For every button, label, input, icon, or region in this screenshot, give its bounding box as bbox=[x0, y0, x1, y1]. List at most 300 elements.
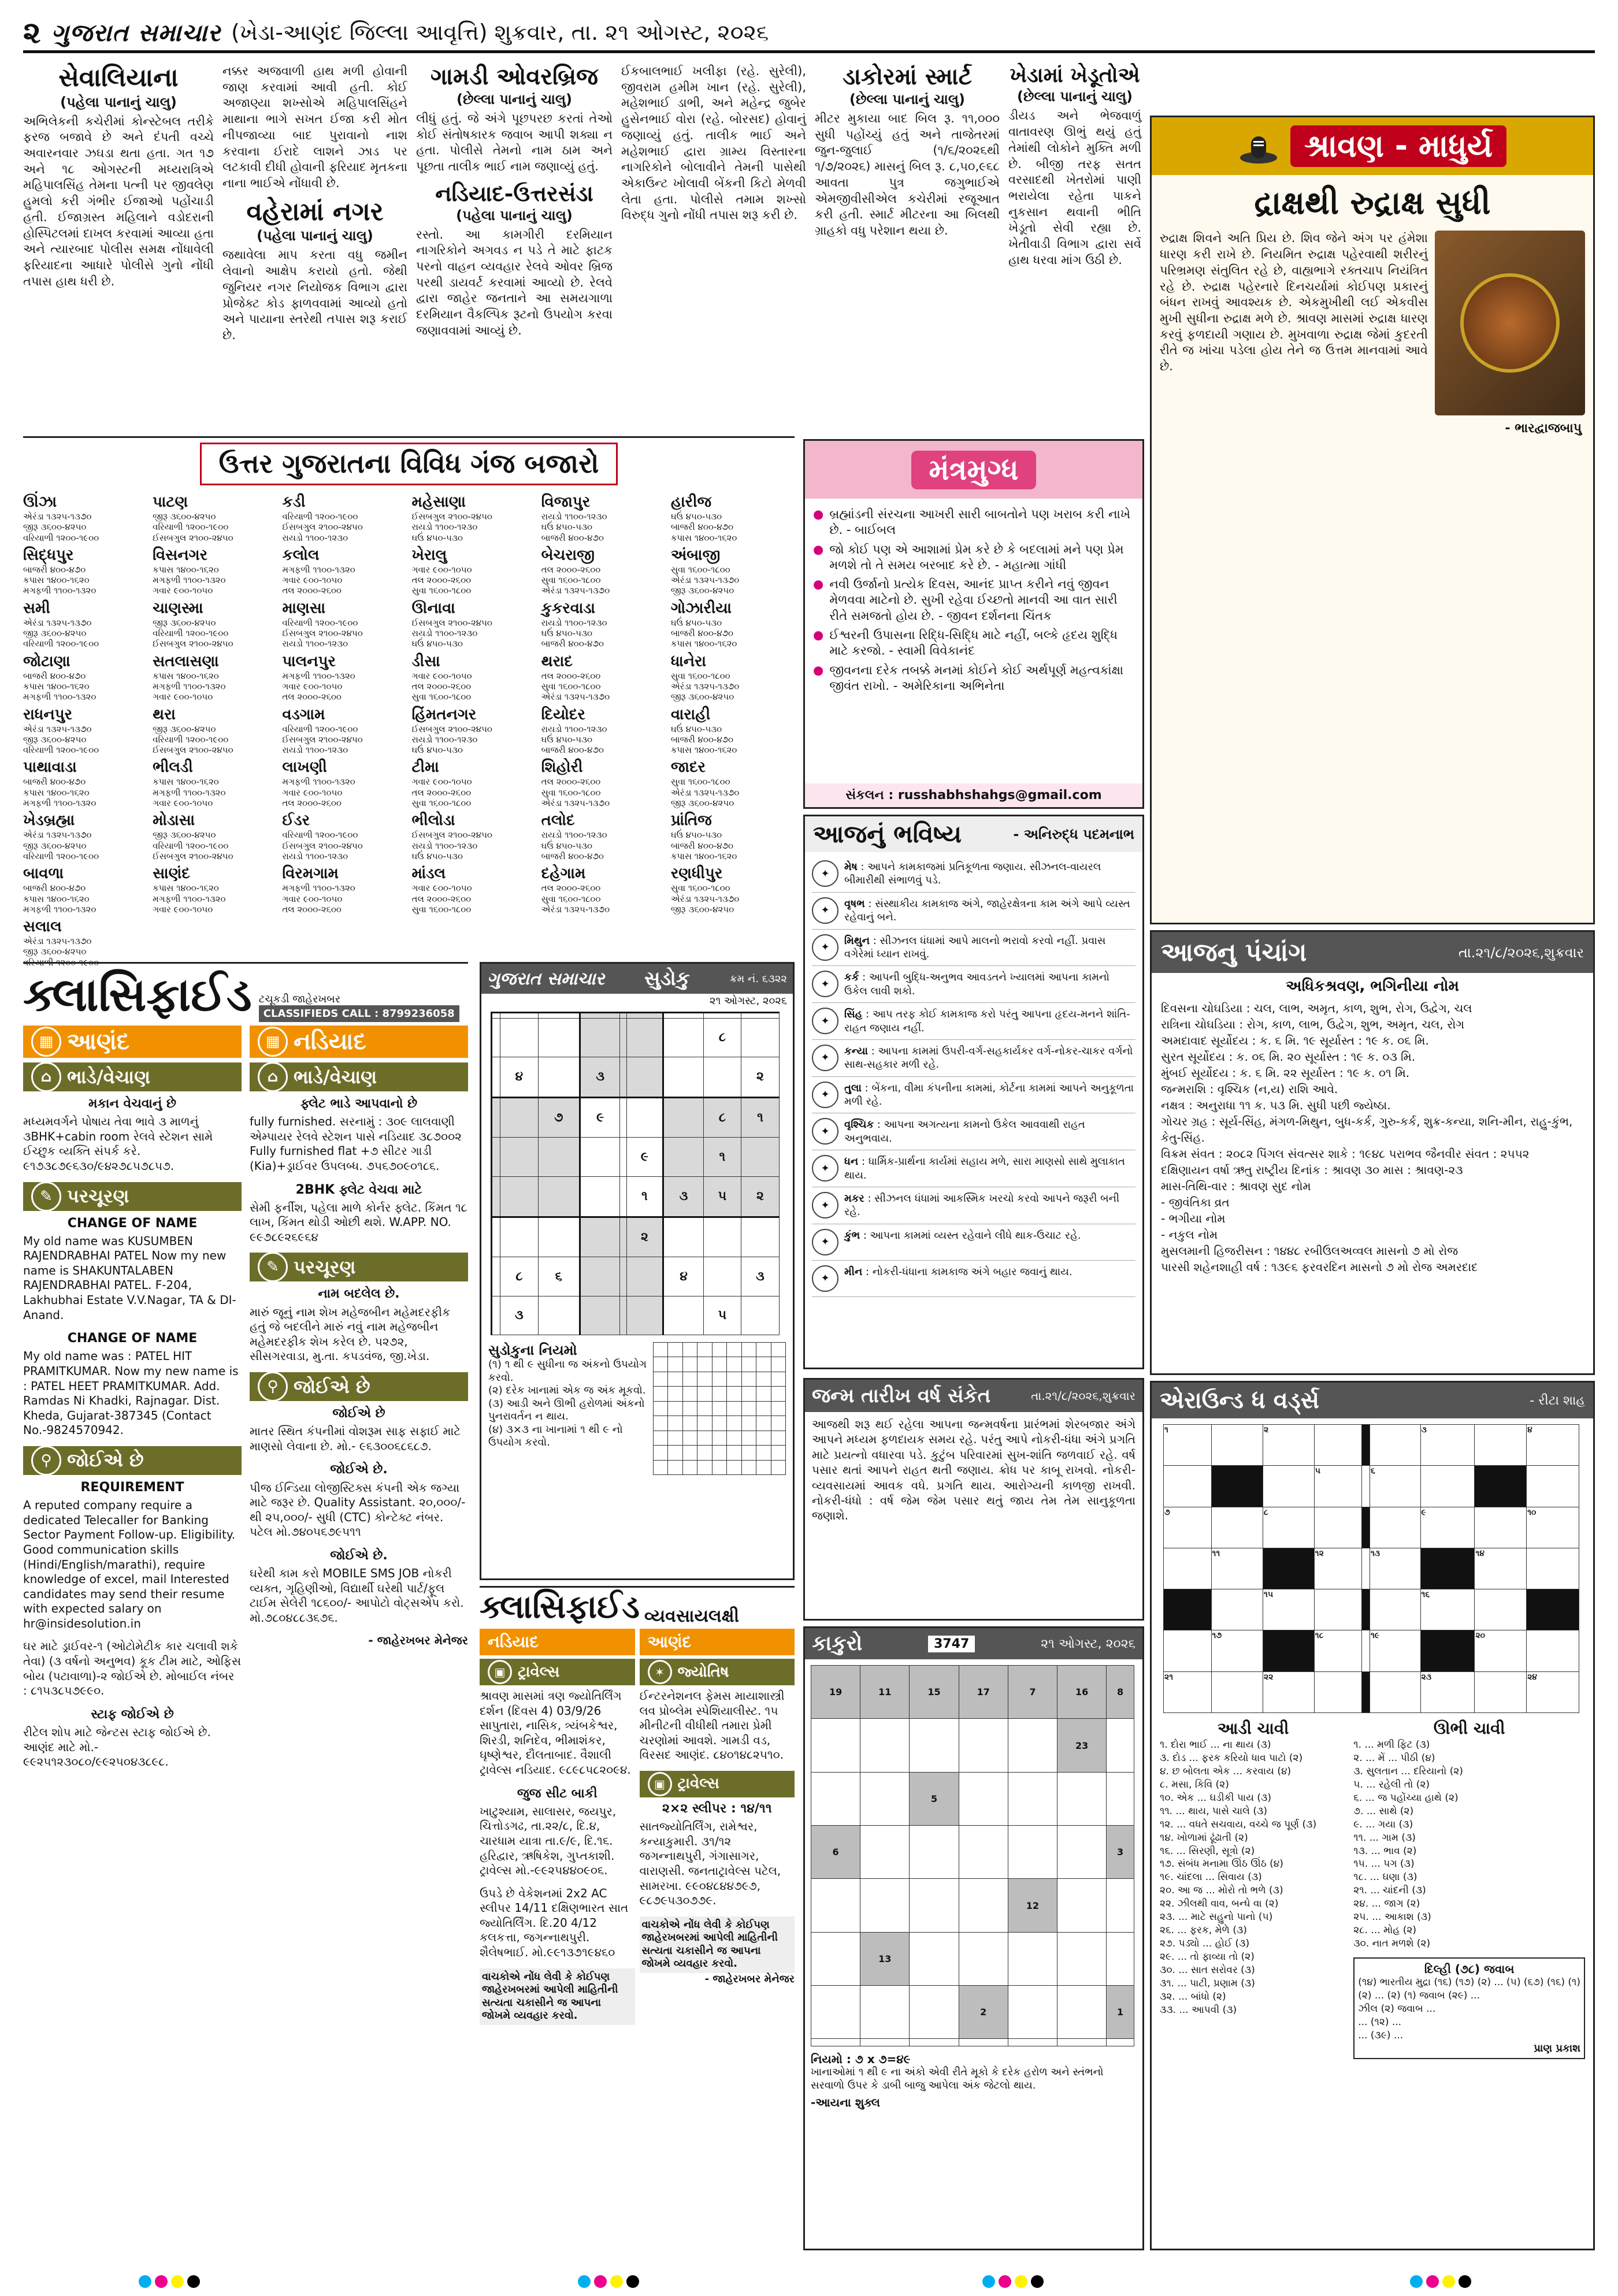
kakuro-cell[interactable] bbox=[860, 1826, 910, 1879]
answer-cell bbox=[712, 1387, 726, 1401]
market-price-line: કપાસ ૧૪૦૦-૧૬૨૦ bbox=[23, 787, 90, 798]
crossword-cell[interactable]: ૯ bbox=[1420, 1507, 1475, 1548]
kakuro-cell[interactable] bbox=[811, 1986, 860, 2039]
sudoku-cell[interactable]: ૪ bbox=[663, 1257, 704, 1296]
kakuro-cell[interactable] bbox=[1107, 2039, 1134, 2046]
crossword-cell[interactable]: ૨૧ bbox=[1164, 1671, 1212, 1712]
sudoku-cell[interactable] bbox=[492, 1018, 500, 1057]
sudoku-cell[interactable]: ૮ bbox=[500, 1257, 538, 1296]
crossword-cell[interactable] bbox=[1211, 1507, 1263, 1548]
crossword-cell[interactable] bbox=[1362, 1630, 1370, 1671]
kakuro-cell[interactable] bbox=[1107, 1879, 1134, 1932]
crossword-cell[interactable]: ૧૩ bbox=[1370, 1548, 1420, 1589]
cat-rent[interactable]: ⌂ ભાડે/વેચાણ bbox=[250, 1062, 468, 1091]
tab-anand[interactable]: ▦ આણંદ bbox=[23, 1026, 242, 1058]
market-block bbox=[153, 703, 276, 756]
sudoku-cell[interactable] bbox=[580, 1018, 620, 1057]
sudoku-cell[interactable] bbox=[580, 1138, 620, 1176]
crossword-cell[interactable] bbox=[1362, 1548, 1370, 1589]
sudoku-cell[interactable] bbox=[626, 1013, 663, 1019]
kakuro-cell[interactable] bbox=[959, 1772, 1008, 1825]
crossword-cell[interactable] bbox=[1370, 1671, 1420, 1712]
market-price-line: ઈસબગુલ ૨૧૦૦-૨૪૫૦ bbox=[282, 840, 363, 851]
sudoku-cell[interactable]: ૬ bbox=[538, 1257, 580, 1296]
crossword-cell[interactable]: ૧૯ bbox=[1370, 1630, 1420, 1671]
market-block bbox=[23, 543, 147, 596]
sudoku-cell[interactable]: ૩ bbox=[500, 1296, 538, 1335]
crossword-cell[interactable]: ૮ bbox=[1263, 1507, 1314, 1548]
answer-cell bbox=[668, 1416, 682, 1431]
market-price-line: એરંડા ૧૩૨૫-૧૩૭૦ bbox=[541, 692, 610, 703]
answers-footer: પ્રાણ પ્રકાશ bbox=[1534, 2042, 1580, 2054]
sudoku-cell[interactable] bbox=[538, 1018, 580, 1057]
sudoku-cell[interactable] bbox=[663, 1013, 704, 1019]
crossword-cell[interactable]: ૫ bbox=[1314, 1466, 1362, 1507]
market-price-line: રાયડો ૧૧૦૦-૧૨૩૦ bbox=[541, 617, 607, 628]
sudoku-cell[interactable]: ૫ bbox=[703, 1296, 741, 1335]
sudoku-cell[interactable] bbox=[626, 1296, 663, 1335]
zodiac-icon: ✦ bbox=[812, 934, 838, 961]
market-block bbox=[541, 596, 665, 649]
article-body: ઈકબાલભાઈ ખલીફા (રહે. સુરેલી), જીવરામ હમીમ ખાન (રહે. સુરેલી), મહેશભાઈ ડાભી, અને મહેન્દ્ર જુબેર હુસેનભાઈ વોરા (રહે. બોરસદ) હોવાનું જણાવ્યું હતું. તાલીક ભાઈ અને મહેશભાઈ દ્વારા ગ્રામ્ય વિસ્તારના નાગરિકોને બોલાવીને તેમની પાસેથી એકાઉન્ટ ખોલાવી બેંકની કિટો મેળવી લેતા હતા. પોલીસે તમામ શખ્સો વિરુદ્ધ ગુનો નોંધી તપાસ શરૂ કરી છે. bbox=[621, 64, 806, 222]
down-title: ઊભી ચાવી bbox=[1433, 1719, 1505, 1738]
answer-cell bbox=[712, 1372, 726, 1386]
kakuro-cell[interactable] bbox=[959, 1826, 1008, 1879]
sudoku-cell[interactable] bbox=[580, 1296, 620, 1335]
answer-cell bbox=[682, 1401, 697, 1416]
kakuro-cell[interactable] bbox=[860, 1986, 910, 2039]
crossword-cell[interactable]: ૨ bbox=[1263, 1425, 1314, 1466]
sudoku-cell[interactable] bbox=[620, 1097, 626, 1138]
market-price-line: કપાસ ૧૪૦૦-૧૬૨૦ bbox=[23, 893, 90, 904]
market-block bbox=[153, 649, 276, 703]
sudoku-cell[interactable] bbox=[703, 1057, 741, 1097]
market-block bbox=[153, 808, 276, 861]
crossword-cell[interactable]: ૧૧ bbox=[1211, 1548, 1263, 1589]
answer-cell bbox=[712, 1401, 726, 1416]
panchang-line: માસ-તિથિ-વાર : શ્રાવણ સુદ નોમ bbox=[1161, 1179, 1311, 1193]
kakuro-cell[interactable] bbox=[811, 2039, 860, 2046]
crossword-cell[interactable] bbox=[1370, 1507, 1420, 1548]
zodiac-icon: ✦ bbox=[812, 1082, 838, 1108]
market-name: વારાહી bbox=[670, 705, 711, 723]
sudoku-cell[interactable] bbox=[741, 1296, 780, 1335]
sudoku-cell[interactable] bbox=[492, 1296, 500, 1335]
sudoku-cell[interactable]: ૮ bbox=[703, 1018, 741, 1057]
sudoku-cell[interactable] bbox=[492, 1257, 500, 1296]
sudoku-cell[interactable]: ૫ bbox=[703, 1176, 741, 1217]
sudoku-cell[interactable]: ૧ bbox=[703, 1138, 741, 1176]
crossword-cell[interactable]: ૧ bbox=[1164, 1425, 1212, 1466]
crossword-cell[interactable] bbox=[1370, 1425, 1420, 1466]
answer-cell bbox=[682, 1431, 697, 1445]
sudoku-cell[interactable] bbox=[741, 1018, 780, 1057]
kakuro-cell[interactable] bbox=[910, 1826, 959, 1879]
sudoku-cell[interactable] bbox=[626, 1257, 663, 1296]
crossword-cell[interactable] bbox=[1362, 1466, 1370, 1507]
market-price-line: રાયડો ૧૧૦૦-૧૨૩૦ bbox=[541, 511, 607, 522]
market-price-line: બાજરી ૪૦૦-૪૭૦ bbox=[541, 745, 604, 756]
market-price-line: ગવાર ૯૦૦-૧૦૫૦ bbox=[411, 883, 472, 894]
sudoku-cell[interactable] bbox=[620, 1057, 626, 1097]
zodiac-icon: ✦ bbox=[812, 897, 838, 924]
sudoku-cell[interactable] bbox=[580, 1257, 620, 1296]
crossword-cell[interactable]: ૨૪ bbox=[1527, 1671, 1579, 1712]
sudoku-cell[interactable] bbox=[620, 1013, 626, 1019]
kakuro-cell[interactable] bbox=[910, 1719, 959, 1772]
classified-ad: ઉપડે છે વેકેશનમાં 2x2 AC સ્લીપર 14/11 દક્ષિણભારત સાત જ્યોતિર્લિંગ. દિ.20 4/12 કલકત્તા, જગન્નાથપુરી. શૈલેષભાઈ. મો.૯૯૧૩૭૧૯૪૬૦ bbox=[480, 1886, 629, 1960]
kakuro-cell[interactable] bbox=[1107, 1719, 1134, 1772]
kakuro-cell[interactable] bbox=[1008, 1772, 1057, 1825]
tab-anand[interactable]: આણંદ bbox=[640, 1629, 795, 1655]
sudoku-cell[interactable] bbox=[703, 1257, 741, 1296]
sudoku-cell[interactable] bbox=[492, 1176, 500, 1217]
sudoku-cell[interactable] bbox=[626, 1057, 663, 1097]
answer-cell bbox=[668, 1372, 682, 1386]
cat-travel[interactable]: ▣ ટ્રાવેલ્સ bbox=[640, 1771, 795, 1797]
cat-misc[interactable]: ✎ પરચૂરણ bbox=[23, 1182, 242, 1211]
sudoku-cell[interactable] bbox=[580, 1217, 620, 1257]
sudoku-cell[interactable]: ૨ bbox=[741, 1176, 780, 1217]
crossword-cell[interactable] bbox=[1164, 1466, 1212, 1507]
sudoku-cell[interactable] bbox=[663, 1057, 704, 1097]
crossword-cell[interactable]: ૪ bbox=[1527, 1425, 1579, 1466]
crossword-cell[interactable] bbox=[1211, 1425, 1263, 1466]
cat-astro[interactable]: ✶ જ્યોતિષ bbox=[640, 1659, 795, 1685]
crossword-grid bbox=[1163, 1424, 1579, 1713]
classified-ad: ઈન્ટરનેશનલ ફેમસ માયાશાસ્ત્રી લવ પ્રોબ્લેમ સ્પેશિયાલીસ્ટ. ૧૫ મીનીટની વીધીથી તમારા પ્રેમી ચરણોમાં આવશે. ગામડી વડ, વિરસદ આણંદ. ૮૪૦૧૪૮૨૫૧૦. bbox=[639, 1689, 785, 1762]
mandi-section bbox=[23, 436, 795, 968]
market-price-line: ઘઉં ૪૫૦-૫૩૦ bbox=[541, 522, 593, 533]
crossword-cell bbox=[1211, 1466, 1263, 1507]
kakuro-cell[interactable] bbox=[1057, 2039, 1107, 2046]
sudoku-cell[interactable] bbox=[620, 1296, 626, 1335]
crossword-cell[interactable] bbox=[1475, 1589, 1527, 1630]
market-block bbox=[412, 490, 536, 543]
crossword-cell[interactable] bbox=[1314, 1671, 1362, 1712]
market-block bbox=[541, 808, 665, 861]
kakuro-cell[interactable] bbox=[1107, 1772, 1134, 1825]
market-price-line: સુવા ૧૬૦૦-૧૮૦૦ bbox=[541, 893, 601, 904]
market-price-line: બાજરી ૪૦૦-૪૭૦ bbox=[670, 522, 734, 533]
bhavishya-box bbox=[803, 815, 1144, 1369]
across-clue: ૨૩. ... માટે સહુનો પાનો (૫) bbox=[1160, 1911, 1273, 1923]
answer-cell bbox=[727, 1372, 741, 1386]
market-price-line: કપાસ ૧૪૦૦-૧૬૨૦ bbox=[153, 564, 219, 575]
kakuro-cell[interactable] bbox=[1057, 1879, 1107, 1932]
rashi-row: ✦ તુલા : બેંકના, વીમા કંપનીના કામમાં, કોર્ટના કામમાં આપને અનુકૂળતા મળી રહે. bbox=[812, 1077, 1135, 1114]
market-price-line: ઘઉં ૪૫૦-૫૩૦ bbox=[541, 840, 593, 851]
sudoku-cell[interactable]: ૧ bbox=[626, 1176, 663, 1217]
crossword-cell[interactable] bbox=[1527, 1548, 1579, 1589]
kakuro-cell[interactable] bbox=[1057, 1986, 1107, 2039]
crossword-cell[interactable]: ૨૦ bbox=[1475, 1630, 1527, 1671]
edition-line: (ખેડા-આણંદ જિલ્લા આવૃત્તિ) શુક્રવાર, તા. ૨૧ ઓગસ્ટ, ૨૦૨૬ bbox=[231, 20, 769, 45]
cat-job[interactable]: ⚲ જોઈએ છે bbox=[23, 1446, 242, 1475]
across-clue: ૩૦. ... સાત સરોવર (૩) bbox=[1160, 1964, 1255, 1976]
sudoku-cell[interactable] bbox=[500, 1217, 538, 1257]
crossword-cell[interactable] bbox=[1475, 1507, 1527, 1548]
crossword-cell[interactable] bbox=[1314, 1589, 1362, 1630]
quote-item: ● બ્રહ્માંડની સંરચના આખરી સારી બાબતોને પણ ખરાબ કરી નાખે છે. - બાઈબલ bbox=[813, 507, 1134, 538]
crossword-cell[interactable]: ૨૨ bbox=[1263, 1671, 1314, 1712]
sudoku-cell[interactable] bbox=[620, 1138, 626, 1176]
crossword-cell[interactable]: ૧૪ bbox=[1475, 1548, 1527, 1589]
market-name: ઈડર bbox=[282, 812, 310, 830]
sudoku-cell[interactable] bbox=[663, 1217, 704, 1257]
crossword-cell[interactable] bbox=[1263, 1466, 1314, 1507]
sudoku-cell[interactable] bbox=[492, 1138, 500, 1176]
crossword-cell[interactable] bbox=[1475, 1425, 1527, 1466]
kakuro-grid bbox=[811, 1665, 1134, 2046]
rashi-row: ✦ કુંભ : આપના કામમાં વ્યસ્ત રહેવાને લીધે થાક-ઉચાટ રહે. bbox=[812, 1224, 1135, 1261]
crossword-cell[interactable]: ૧૭ bbox=[1211, 1630, 1263, 1671]
brand-name: ગુજરાત સમાચાર bbox=[51, 18, 221, 47]
crossword-cell[interactable]: ૧૨ bbox=[1314, 1548, 1362, 1589]
kakuro-cell[interactable] bbox=[1008, 2039, 1057, 2046]
across-clue: ૧૯. ચાંદલા ... સિવાય (૩) bbox=[1160, 1871, 1262, 1883]
kakuro-cell[interactable] bbox=[959, 1879, 1008, 1932]
sudoku-cell[interactable] bbox=[626, 1018, 663, 1057]
sudoku-cell[interactable]: ૭ bbox=[538, 1097, 580, 1138]
market-price-line: મગફળી ૧૧૦૦-૧૩૨૦ bbox=[282, 883, 355, 894]
crossword-cell[interactable] bbox=[1314, 1425, 1362, 1466]
kakuro-cell[interactable] bbox=[959, 1719, 1008, 1772]
sudoku-cell[interactable] bbox=[663, 1018, 704, 1057]
crossword-cell[interactable] bbox=[1211, 1589, 1263, 1630]
market-price-line: ગવાર ૯૦૦-૧૦૫૦ bbox=[282, 893, 343, 904]
market-name: દિયોદર bbox=[541, 705, 585, 723]
classified2-title: ક્લાસિફાઈડ bbox=[480, 1588, 640, 1626]
panchang-line: નક્ષત્ર : અનુરાધા ૧૧ ક. ૫૩ મિ. સુધી પછી જ્યેષ્ઠા. bbox=[1161, 1098, 1391, 1112]
sudoku-cell[interactable] bbox=[500, 1176, 538, 1217]
sudoku-cell[interactable] bbox=[620, 1018, 626, 1057]
answer-cell bbox=[682, 1460, 697, 1475]
sudoku-cell[interactable]: ૨ bbox=[626, 1217, 663, 1257]
sudoku-cell[interactable] bbox=[663, 1296, 704, 1335]
bullet-icon: ● bbox=[813, 507, 824, 521]
market-price-line: રાયડો ૧૧૦૦-૧૨૩૦ bbox=[411, 522, 478, 533]
sudoku-number: ક્રમ નં. ૬૩૨૨ bbox=[729, 972, 787, 985]
market-price-line: સુવા ૧૬૦૦-૧૮૦૦ bbox=[541, 575, 601, 586]
kakuro-cell[interactable] bbox=[1057, 1826, 1107, 1879]
article-title: નડિયાદ-ઉત્તરસંડા bbox=[435, 180, 593, 206]
rule-line: (૪) ૩×૩ ના ખાનામાં ૧ થી ૯ નો ઉપયોગ કરવો. bbox=[488, 1423, 623, 1448]
rashi-row: ✦ મીન : નોકરી-ધંધાના કામકાજ અંગે બહાર જવાનું થાય. bbox=[812, 1261, 1135, 1297]
crossword-cell[interactable]: ૬ bbox=[1370, 1466, 1420, 1507]
crossword-cell[interactable] bbox=[1164, 1548, 1212, 1589]
across-clue: ૩૩. ... આપવી (૩) bbox=[1160, 2004, 1237, 2016]
sudoku-cell[interactable]: ૯ bbox=[580, 1097, 620, 1138]
sudoku-cell[interactable]: ૯ bbox=[626, 1138, 663, 1176]
kakuro-cell[interactable] bbox=[860, 1879, 910, 1932]
kakuro-cell[interactable] bbox=[860, 1772, 910, 1825]
sudoku-cell[interactable] bbox=[538, 1217, 580, 1257]
sudoku-cell[interactable]: ૩ bbox=[580, 1057, 620, 1097]
kakuro-cell: 6 bbox=[811, 1826, 860, 1879]
crossword-cell[interactable]: ૭ bbox=[1164, 1507, 1212, 1548]
across-clue: ૨૬. ... ફરક, મેળે (૩) bbox=[1160, 1925, 1247, 1937]
sudoku-cell[interactable] bbox=[703, 1013, 741, 1019]
sudoku-cell[interactable] bbox=[500, 1138, 538, 1176]
sudoku-cell[interactable]: ૧ bbox=[741, 1097, 780, 1138]
sudoku-grid bbox=[491, 1012, 780, 1335]
crossword-cell[interactable] bbox=[1314, 1507, 1362, 1548]
sudoku-cell[interactable] bbox=[620, 1217, 626, 1257]
crossword-cell[interactable]: ૧૬ bbox=[1420, 1589, 1475, 1630]
market-block bbox=[671, 703, 795, 756]
janma-date: તા.૨૧/૮/૨૦૨૬,શુક્રવાર bbox=[1031, 1389, 1135, 1403]
kakuro-cell[interactable] bbox=[811, 1932, 860, 1985]
article-title: ગામડી ઓવરબ્રિજ bbox=[430, 63, 599, 90]
kakuro-cell[interactable] bbox=[811, 1879, 860, 1932]
sudoku-cell[interactable] bbox=[492, 1097, 500, 1138]
kakuro-cell: 7 bbox=[1008, 1666, 1057, 1719]
sudoku-cell[interactable] bbox=[741, 1138, 780, 1176]
classified-ad: REQUIREMENT A reputed company require a dedicated Telecaller for Banking Sector Payment Follow-up. Eligibility. Good communication skills (Hindi/English/marathi), require knowledge of excel, mail Interested candidates may send their resume with expected salary on hr@insidesolution.in bbox=[23, 1480, 236, 1630]
sudoku-cell[interactable] bbox=[580, 1176, 620, 1217]
market-price-line: ઈસબગુલ ૨૧૦૦-૨૪૫૦ bbox=[282, 522, 363, 533]
down-clue: ૨૪. ... જાગ (૨) bbox=[1353, 1898, 1420, 1910]
answer-cell bbox=[654, 1401, 668, 1416]
crossword-cell[interactable] bbox=[1211, 1671, 1263, 1712]
kakuro-cell[interactable] bbox=[1057, 1932, 1107, 1985]
tab-nadiad[interactable]: નડિયાદ bbox=[480, 1629, 635, 1655]
market-block bbox=[541, 861, 665, 915]
answer-cell bbox=[682, 1357, 697, 1372]
sudoku-cell[interactable] bbox=[538, 1176, 580, 1217]
market-block bbox=[153, 596, 276, 649]
sudoku-cell[interactable] bbox=[492, 1217, 500, 1257]
crossword-cell[interactable]: ૧૮ bbox=[1314, 1630, 1362, 1671]
kakuro-cell[interactable] bbox=[959, 1932, 1008, 1985]
market-price-line: ગવાર ૯૦૦-૧૦૫૦ bbox=[282, 681, 343, 692]
market-price-line: તલ ૨૦૦૦-૨૬૦૦ bbox=[282, 585, 342, 596]
sudoku-cell[interactable] bbox=[663, 1097, 704, 1138]
sudoku-cell[interactable] bbox=[538, 1296, 580, 1335]
market-price-line: સુવા ૧૬૦૦-૧૮૦૦ bbox=[411, 798, 472, 809]
market-name: સમી bbox=[23, 599, 50, 617]
sudoku-cell[interactable]: ૮ bbox=[703, 1097, 741, 1138]
market-price-line: બાજરી ૪૦૦-૪૭૦ bbox=[541, 532, 604, 543]
sudoku-cell[interactable] bbox=[741, 1013, 780, 1019]
crossword-cell[interactable]: ૨૩ bbox=[1420, 1671, 1475, 1712]
kakuro-cell[interactable] bbox=[1107, 1932, 1134, 1985]
mandi-title: ઉત્તર ગુજરાતના વિવિધ ગંજ બજારો bbox=[200, 443, 618, 485]
market-name: કલોલ bbox=[282, 546, 320, 564]
crossword-cell[interactable] bbox=[1420, 1466, 1475, 1507]
sudoku-cell[interactable] bbox=[703, 1217, 741, 1257]
sudoku-cell[interactable]: ૩ bbox=[741, 1257, 780, 1296]
answer-cell bbox=[741, 1416, 756, 1431]
answer-cell bbox=[682, 1416, 697, 1431]
crossword-cell[interactable]: ૩ bbox=[1420, 1425, 1475, 1466]
answer-cell bbox=[741, 1372, 756, 1386]
cat-rent[interactable]: ⌂ ભાડે/વેચાણ bbox=[23, 1062, 242, 1091]
panchang-title: આજનુ પંચાંગ bbox=[1161, 938, 1307, 967]
panchang-line: મુસલમાની હિજરીસન : ૧૪૪૮ રબીઉલઅવ્વલ માસનો ૭ મો રોજ bbox=[1161, 1244, 1459, 1258]
cat-travel[interactable]: ▣ ટ્રાવેલ્સ bbox=[480, 1659, 635, 1685]
market-price-line: જીરૂ ૩૬૦૦-૪૨૫૦ bbox=[153, 830, 216, 841]
kakuro-cell[interactable] bbox=[910, 2039, 959, 2046]
kakuro-cell[interactable] bbox=[811, 1719, 860, 1772]
crossword-cell[interactable] bbox=[1370, 1589, 1420, 1630]
kakuro-cell[interactable] bbox=[860, 2039, 910, 2046]
market-price-line: ઘઉં ૪૫૦-૫૩૦ bbox=[411, 532, 463, 543]
kakuro-cell[interactable] bbox=[1008, 1826, 1057, 1879]
janma-box bbox=[803, 1378, 1144, 1621]
sudoku-cell[interactable]: ૩ bbox=[663, 1176, 704, 1217]
sudoku-cell[interactable] bbox=[741, 1217, 780, 1257]
kakuro-cell[interactable] bbox=[1008, 1986, 1057, 2039]
market-block bbox=[282, 755, 406, 808]
down-clue: ૭. ... સાથે (૨) bbox=[1353, 1805, 1414, 1817]
zodiac-icon: ✦ bbox=[812, 971, 838, 997]
across-clue: ૨૯. ... તો ફાવ્યા તો (૨) bbox=[1160, 1951, 1255, 1963]
sudoku-cell[interactable] bbox=[538, 1057, 580, 1097]
answer-cell bbox=[712, 1431, 726, 1445]
sudoku-cell[interactable] bbox=[500, 1018, 538, 1057]
answer-cell bbox=[727, 1431, 741, 1445]
answer-cell bbox=[727, 1343, 741, 1357]
kakuro-cell[interactable] bbox=[959, 2039, 1008, 2046]
sudoku-cell[interactable]: ૪ bbox=[500, 1057, 538, 1097]
market-name: ઊંઝા bbox=[23, 493, 57, 511]
sudoku-cell[interactable]: ૨ bbox=[741, 1057, 780, 1097]
rashi-row: ✦ સિંહ : આપ તરફ કોઈ કામકાજ કરો પરંતુ આપના હૃદય-મનને શાંતિ-રાહત જણાય નહીં. bbox=[812, 1003, 1135, 1040]
kakuro-cell[interactable] bbox=[1057, 1772, 1107, 1825]
sudoku-cell[interactable] bbox=[663, 1138, 704, 1176]
crossword-cell[interactable] bbox=[1164, 1630, 1212, 1671]
kakuro-cell[interactable] bbox=[1008, 1932, 1057, 1985]
kakuro-cell[interactable] bbox=[811, 1772, 860, 1825]
sudoku-cell[interactable] bbox=[626, 1097, 663, 1138]
kakuro-cell[interactable] bbox=[910, 1932, 959, 1985]
cat-misc[interactable]: ✎ પરચૂરણ bbox=[250, 1253, 468, 1281]
sudoku-cell[interactable] bbox=[538, 1138, 580, 1176]
across-clue: ૧૬. ... સિરણી, સૂત્રો (૨) bbox=[1160, 1845, 1255, 1857]
answer-line: (૨) ... (૨) (૧) જવાબ (૨૯) ... bbox=[1358, 1989, 1480, 2001]
kakuro-cell[interactable] bbox=[860, 1719, 910, 1772]
sudoku-cell[interactable] bbox=[492, 1013, 500, 1019]
article-body: નક્કર અજવાળી હાથ મળી હોવાની જાણ કરવામાં આવી હતી. કોઈ અજાણ્યા શખ્સોએ મહિપાલસિંહને માથાના ભાગે સખત ઈજા કરી મોત નીપજાવ્યા બાદ પુરાવાનો નાશ કરવાના ઈરાદે લાશને ઝાડ પર લટકાવી દીધી હોવાની ફરિયાદ મૃતકના નાના ભાઈએ નોંધાવી છે. bbox=[222, 64, 407, 191]
article-body: લીધું હતું. જે અંગે પૂછપરછ કરતાં તેઓ કોઈ સંતોષકારક જવાબ આપી શક્યા ન હતા. પોલીસે તેમનો નામ ઠામ અને પૂછતા તાલીક ભાઈ નામ જણાવ્યું હતું. bbox=[416, 112, 613, 174]
kakuro-cell[interactable] bbox=[1008, 1719, 1057, 1772]
sudoku-cell[interactable] bbox=[620, 1176, 626, 1217]
panchang-line: - જીવંતિકા વ્રત bbox=[1161, 1195, 1230, 1209]
sudoku-cell[interactable] bbox=[538, 1013, 580, 1019]
crossword-cell[interactable]: ૧૫ bbox=[1263, 1589, 1314, 1630]
crossword-cell[interactable] bbox=[1475, 1671, 1527, 1712]
sudoku-cell[interactable] bbox=[580, 1013, 620, 1019]
kakuro-cell[interactable] bbox=[910, 1986, 959, 2039]
crossword-cell[interactable]: ૧૦ bbox=[1527, 1507, 1579, 1548]
cat-job[interactable]: ⚲ જોઈએ છે bbox=[250, 1372, 468, 1401]
sudoku-cell[interactable] bbox=[620, 1257, 626, 1296]
bullet-icon: ● bbox=[813, 663, 824, 677]
answer-cell bbox=[741, 1446, 756, 1460]
market-price-line: વરિયાળી ૧૨૦૦-૧૯૦૦ bbox=[282, 723, 358, 734]
crossword-cell[interactable] bbox=[1527, 1466, 1579, 1507]
kakuro-cell[interactable] bbox=[910, 1879, 959, 1932]
crossword-cell[interactable] bbox=[1527, 1630, 1579, 1671]
sudoku-cell[interactable] bbox=[500, 1013, 538, 1019]
sudoku-cell[interactable] bbox=[492, 1057, 500, 1097]
crossword-cell bbox=[1475, 1466, 1527, 1507]
tab-nadiad[interactable]: ▦ નડિયાદ bbox=[250, 1026, 468, 1058]
sudoku-cell[interactable] bbox=[500, 1097, 538, 1138]
market-price-line: ઘઉં ૪૫૦-૫૩૦ bbox=[541, 628, 593, 639]
